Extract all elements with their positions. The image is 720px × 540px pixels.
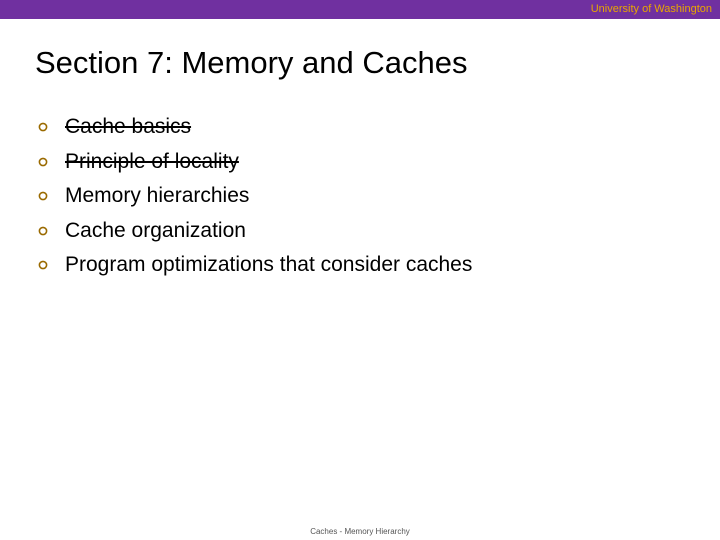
circle-bullet-icon xyxy=(38,226,48,236)
bullet-text: Cache organization xyxy=(65,218,246,242)
bullet-item xyxy=(38,179,472,214)
bullet-item xyxy=(38,110,472,145)
bullet-list xyxy=(38,110,472,283)
circle-bullet-icon xyxy=(38,157,48,167)
bullet-text: Memory hierarchies xyxy=(65,184,250,208)
bullet-text: Program optimizations that consider caches xyxy=(65,253,473,277)
bullet-text: Cache basics xyxy=(65,115,192,139)
circle-bullet-icon xyxy=(38,122,48,132)
circle-bullet-icon xyxy=(38,191,48,201)
bullet-item xyxy=(38,214,472,249)
circle-bullet-icon xyxy=(38,260,48,270)
slide-title: Section 7: Memory and Caches xyxy=(35,45,468,80)
bullet-item xyxy=(38,248,472,283)
bullet-item xyxy=(38,145,472,180)
slide-footer: Caches - Memory Hierarchy xyxy=(310,527,410,536)
org-name: University of Washington xyxy=(590,3,712,15)
bullet-text: Principle of locality xyxy=(65,149,239,173)
header-bar xyxy=(0,0,720,19)
